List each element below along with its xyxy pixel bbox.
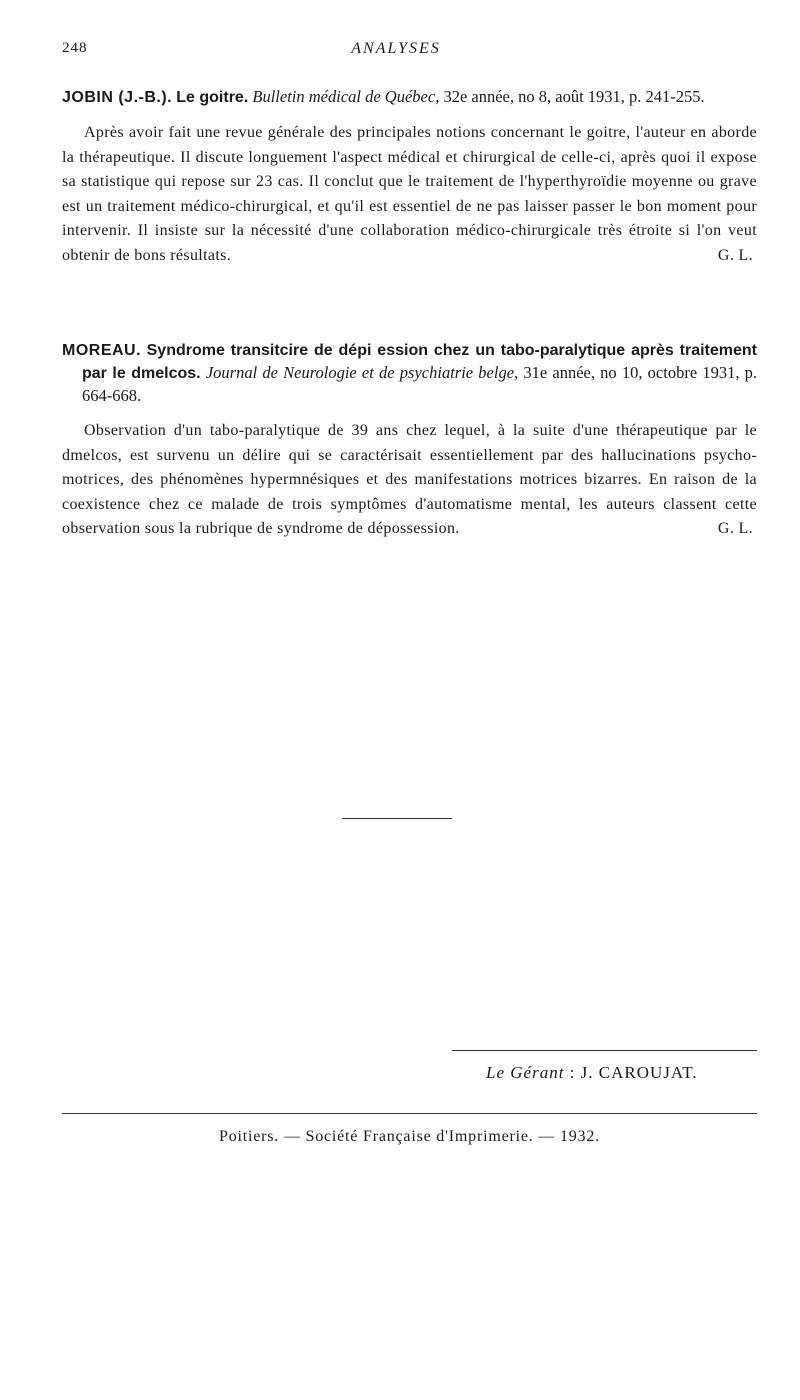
running-title: ANALYSES: [351, 40, 441, 57]
page-number: 248: [62, 40, 88, 56]
entry-abstract: [62, 419, 757, 542]
entry-journal: Journal de Neurologie et de psychiatrie belge,: [205, 363, 519, 382]
footer-rule: [62, 1113, 757, 1114]
entry-heading: [62, 339, 757, 407]
manager-label: Le Gérant: [486, 1063, 565, 1082]
printer-imprint: Poitiers. — Société Française d'Imprimerie. — 1932.: [219, 1128, 600, 1145]
entry-heading: [62, 86, 757, 109]
entry-abstract-text: Observation d'un tabo-paralytique de 39 ans chez lequel, à la suite d'une thérapeutique par le dmelcos, est survenu un délire qui se caractérisait essentiellement par des hallucinations psycho-motrices, des phénomènes hypermnésiques et des manifestations motrices bizarres. En raison de la coexistence chez ce malade de trois symptômes d'automatisme mental, les auteurs classent cette observation sous la rubrique de syndrome de dépossession.: [62, 422, 757, 538]
entry-abstract: [62, 121, 757, 269]
manager-separator: :: [569, 1063, 576, 1082]
section-divider: [342, 818, 452, 819]
entry-title: Le goitre.: [176, 89, 249, 106]
manager-name: J. CAROUJAT.: [580, 1063, 698, 1082]
entry-citation: 31e année, no 10, octobre 1931, p. 664-668.: [82, 363, 758, 405]
entry-journal: Bulletin médical de Québec,: [252, 87, 440, 106]
entry-signature: G. L.: [717, 520, 753, 538]
review-entry-moreau: [62, 339, 757, 542]
entry-author: JOBIN (J.-B.).: [62, 89, 173, 106]
manager-signature: [486, 1063, 698, 1083]
entry-author: MOREAU.: [62, 342, 142, 359]
entry-signature: G. L.: [717, 246, 753, 264]
running-head: [62, 40, 760, 64]
entry-citation: 32e année, no 8, août 1931, p. 241-255.: [443, 87, 705, 106]
review-entry-jobin: [62, 86, 757, 269]
entry-title: Syndrome transitcire de dépi ession chez un tabo-paralytique après traitement par le dmelcos.: [82, 342, 757, 382]
signature-rule: [452, 1050, 757, 1051]
entry-abstract-text: Après avoir fait une revue générale des principales notions concernant le goitre, l'auteur en aborde la thérapeutique. Il discute longuement l'aspect médical et chirurgical de celle-ci, après quoi il expose sa statistique qui repose sur 23 cas. Il conclut que le traitement de l'hyperthyroïdie moyenne ou grave est un traitement médico-chirurgical, et qu'il est essentiel de ne pas laisser passer le bon moment pour intervenir. Il insiste sur la nécessité d'une collaboration médico-chirurgicale très étroite si l'on veut obtenir de bons résultats.: [62, 124, 757, 264]
